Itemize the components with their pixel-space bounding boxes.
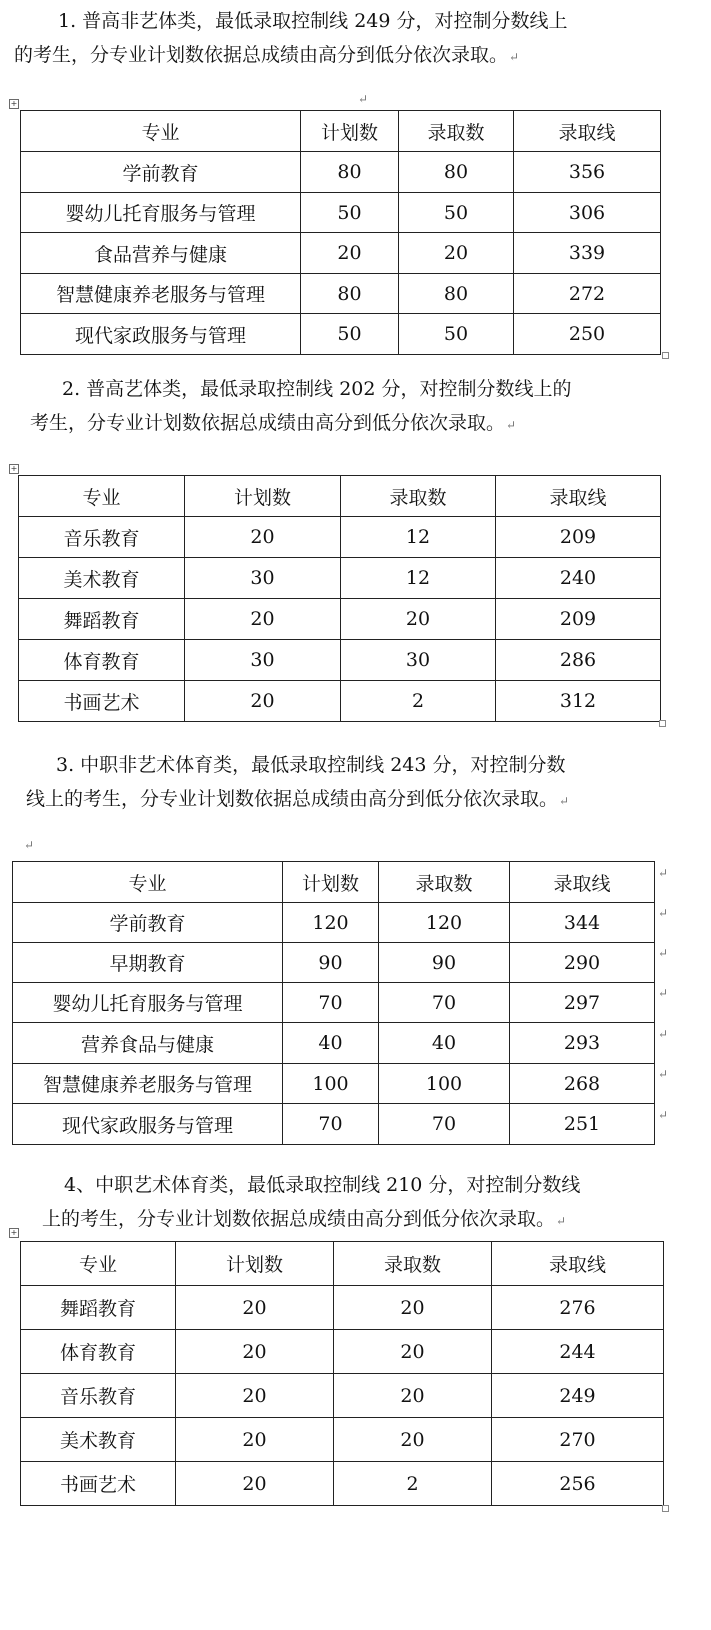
table-resize-handle-icon[interactable] — [662, 352, 669, 359]
cell-major: 食品营养与健康 — [21, 233, 301, 274]
section-2-intro: 2. 普高艺体类，最低录取控制线 202 分，对控制分数线上的 考生，分专业计划数依据总成绩由高分到低分依次录取。↵ — [30, 378, 572, 434]
cell-cutoff: 339 — [514, 233, 661, 274]
cell-plan: 30 — [185, 640, 341, 681]
cell-plan: 20 — [185, 599, 341, 640]
table-resize-handle-icon[interactable] — [659, 720, 666, 727]
row-end-mark: ↵ — [658, 906, 669, 920]
table-header-row — [21, 1242, 664, 1286]
cell-admitted: 12 — [341, 558, 496, 599]
header-major: 专业 — [13, 862, 283, 903]
cell-cutoff: 240 — [496, 558, 661, 599]
cell-cutoff: 276 — [492, 1286, 664, 1330]
cell-cutoff: 356 — [514, 152, 661, 193]
row-end-mark: ↵ — [658, 1027, 669, 1041]
table-row — [21, 1286, 664, 1330]
table-row — [13, 1064, 655, 1104]
header-plan: 计划数 — [185, 476, 341, 517]
table-row — [21, 233, 661, 274]
cell-cutoff: 250 — [514, 314, 661, 355]
cell-admitted: 50 — [399, 314, 514, 355]
cell-cutoff: 312 — [496, 681, 661, 722]
header-cutoff: 录取线 — [496, 476, 661, 517]
header-admitted: 录取数 — [341, 476, 496, 517]
table-row — [13, 983, 655, 1023]
cell-cutoff: 344 — [510, 903, 655, 943]
cell-cutoff: 297 — [510, 983, 655, 1023]
cell-major: 体育教育 — [21, 1330, 176, 1374]
cell-major: 书画艺术 — [19, 681, 185, 722]
cell-admitted: 80 — [399, 274, 514, 314]
cell-plan: 40 — [283, 1023, 379, 1064]
cell-cutoff: 209 — [496, 517, 661, 558]
table-row — [19, 681, 661, 722]
cell-plan: 20 — [176, 1286, 334, 1330]
cell-major: 智慧健康养老服务与管理 — [13, 1064, 283, 1104]
table-row — [21, 1418, 664, 1462]
table-row — [21, 152, 661, 193]
table-move-handle-icon[interactable] — [9, 1228, 19, 1238]
cell-cutoff: 293 — [510, 1023, 655, 1064]
cell-major: 美术教育 — [19, 558, 185, 599]
cell-cutoff: 270 — [492, 1418, 664, 1462]
row-end-mark: ↵ — [658, 986, 669, 1000]
cell-admitted: 80 — [399, 152, 514, 193]
cell-plan: 90 — [283, 943, 379, 983]
cell-plan: 50 — [301, 193, 399, 233]
cell-major: 现代家政服务与管理 — [13, 1104, 283, 1145]
cell-cutoff: 286 — [496, 640, 661, 681]
header-cutoff: 录取线 — [514, 111, 661, 152]
cell-plan: 80 — [301, 274, 399, 314]
paragraph-mark: ↵ — [24, 838, 35, 852]
row-end-mark: ↵ — [658, 866, 669, 880]
cell-major: 学前教育 — [13, 903, 283, 943]
table-resize-handle-icon[interactable] — [662, 1505, 669, 1512]
table-header-row — [19, 476, 661, 517]
header-major: 专业 — [19, 476, 185, 517]
cell-major: 婴幼儿托育服务与管理 — [21, 193, 301, 233]
cell-plan: 20 — [301, 233, 399, 274]
table-row — [13, 1023, 655, 1064]
cell-major: 舞蹈教育 — [19, 599, 185, 640]
table-header-row — [13, 862, 655, 903]
header-admitted: 录取数 — [399, 111, 514, 152]
cell-plan: 20 — [176, 1374, 334, 1418]
cell-admitted: 120 — [379, 903, 510, 943]
cell-admitted: 20 — [334, 1286, 492, 1330]
table-row — [21, 1462, 664, 1506]
table-4 — [20, 1241, 664, 1506]
cell-admitted: 70 — [379, 1104, 510, 1145]
cell-cutoff: 272 — [514, 274, 661, 314]
cell-cutoff: 306 — [514, 193, 661, 233]
cell-major: 营养食品与健康 — [13, 1023, 283, 1064]
table-1 — [20, 110, 661, 355]
cell-plan: 20 — [185, 681, 341, 722]
table-row — [19, 517, 661, 558]
table-row — [13, 903, 655, 943]
cell-cutoff: 251 — [510, 1104, 655, 1145]
cell-major: 书画艺术 — [21, 1462, 176, 1506]
table-row — [21, 1374, 664, 1418]
cell-admitted: 20 — [334, 1374, 492, 1418]
cell-cutoff: 290 — [510, 943, 655, 983]
table-move-handle-icon[interactable] — [9, 99, 19, 109]
table-row — [19, 599, 661, 640]
cell-admitted: 40 — [379, 1023, 510, 1064]
header-plan: 计划数 — [301, 111, 399, 152]
cell-admitted: 90 — [379, 943, 510, 983]
table-row — [21, 274, 661, 314]
cell-major: 智慧健康养老服务与管理 — [21, 274, 301, 314]
cell-plan: 20 — [176, 1418, 334, 1462]
cell-admitted: 100 — [379, 1064, 510, 1104]
cell-major: 早期教育 — [13, 943, 283, 983]
table-row — [13, 943, 655, 983]
header-major: 专业 — [21, 1242, 176, 1286]
table-row — [19, 640, 661, 681]
cell-cutoff: 249 — [492, 1374, 664, 1418]
cell-admitted: 20 — [341, 599, 496, 640]
cell-plan: 70 — [283, 1104, 379, 1145]
cell-cutoff: 256 — [492, 1462, 664, 1506]
cell-admitted: 2 — [341, 681, 496, 722]
header-cutoff: 录取线 — [510, 862, 655, 903]
table-row — [19, 558, 661, 599]
section-4-intro: 4、中职艺术体育类，最低录取控制线 210 分，对控制分数线 上的考生，分专业计划数依据总成绩由高分到低分依次录取。↵ — [42, 1174, 581, 1230]
cell-plan: 80 — [301, 152, 399, 193]
cell-plan: 20 — [185, 517, 341, 558]
cell-major: 学前教育 — [21, 152, 301, 193]
table-2 — [18, 475, 661, 722]
row-end-mark: ↵ — [658, 1067, 669, 1081]
header-plan: 计划数 — [176, 1242, 334, 1286]
paragraph-mark: ↵ — [358, 92, 369, 106]
header-cutoff: 录取线 — [492, 1242, 664, 1286]
table-move-handle-icon[interactable] — [9, 464, 19, 474]
section-3-intro: 3. 中职非艺术体育类，最低录取控制线 243 分，对控制分数 线上的考生，分专业计划数依据总成绩由高分到低分依次录取。↵ — [26, 754, 570, 810]
cell-plan: 20 — [176, 1330, 334, 1374]
cell-major: 体育教育 — [19, 640, 185, 681]
cell-major: 音乐教育 — [19, 517, 185, 558]
cell-admitted: 20 — [334, 1330, 492, 1374]
header-admitted: 录取数 — [379, 862, 510, 903]
cell-plan: 120 — [283, 903, 379, 943]
table-3 — [12, 861, 655, 1145]
cell-major: 婴幼儿托育服务与管理 — [13, 983, 283, 1023]
header-major: 专业 — [21, 111, 301, 152]
cell-cutoff: 268 — [510, 1064, 655, 1104]
row-end-mark: ↵ — [658, 946, 669, 960]
table-row — [21, 1330, 664, 1374]
cell-admitted: 50 — [399, 193, 514, 233]
cell-admitted: 70 — [379, 983, 510, 1023]
cell-admitted: 30 — [341, 640, 496, 681]
cell-admitted: 2 — [334, 1462, 492, 1506]
cell-admitted: 12 — [341, 517, 496, 558]
section-1-intro: 1. 普高非艺体类，最低录取控制线 249 分，对控制分数线上 的考生，分专业计划数依据总成绩由高分到低分依次录取。↵ — [14, 10, 568, 66]
row-end-mark: ↵ — [658, 1108, 669, 1122]
table-header-row — [21, 111, 661, 152]
cell-plan: 50 — [301, 314, 399, 355]
table-row — [21, 314, 661, 355]
header-admitted: 录取数 — [334, 1242, 492, 1286]
cell-major: 舞蹈教育 — [21, 1286, 176, 1330]
header-plan: 计划数 — [283, 862, 379, 903]
cell-major: 现代家政服务与管理 — [21, 314, 301, 355]
cell-major: 音乐教育 — [21, 1374, 176, 1418]
cell-plan: 70 — [283, 983, 379, 1023]
cell-major: 美术教育 — [21, 1418, 176, 1462]
cell-plan: 100 — [283, 1064, 379, 1104]
cell-cutoff: 209 — [496, 599, 661, 640]
cell-plan: 30 — [185, 558, 341, 599]
cell-cutoff: 244 — [492, 1330, 664, 1374]
table-row — [21, 193, 661, 233]
cell-admitted: 20 — [399, 233, 514, 274]
table-row — [13, 1104, 655, 1145]
cell-admitted: 20 — [334, 1418, 492, 1462]
cell-plan: 20 — [176, 1462, 334, 1506]
